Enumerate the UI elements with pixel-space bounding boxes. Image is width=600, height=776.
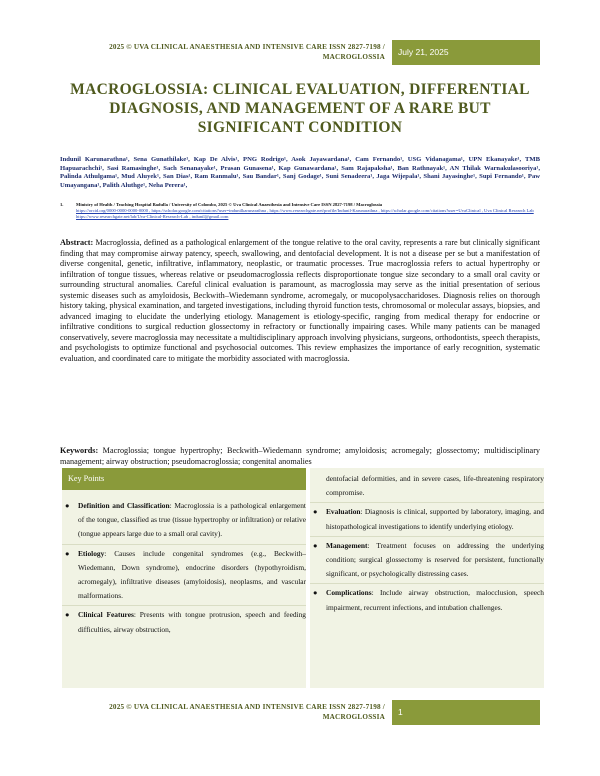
affiliation-text: Ministry of Health / Teaching Hospital Badulla / University of Colombo, 2025 © Uva Clinical Anaesthesia and Intensive Care ISSN 2827-7198 / Macroglossia <box>76 202 383 207</box>
publication-date: July 21, 2025 <box>392 40 540 65</box>
key-point-item <box>62 606 306 638</box>
bullet-icon: ● <box>65 610 70 620</box>
keywords-text: Macroglossia; tongue hypertrophy; Beckwith–Wiedemann syndrome; amyloidosis; acromegaly; glossectomy; multidisciplinary management; airway obstruction; pseudomacroglossia; congenital anomalies <box>60 446 541 466</box>
journal-header-text <box>60 42 385 62</box>
journal-topic: MACROGLOSSIA <box>322 713 385 721</box>
author-list: Indunil Karunarathna¹, Sena Gunathilake¹, Kap De Alvis¹, PNG Rodrigo¹, Asok Jayawardana¹, Cam Fernando¹, USG Vidanagama¹, UPN Ekanayake¹, TMB Hapuarachchi¹, Sasi Ramasinghe¹, Sach Senanayake¹, Prasan Gunasena¹, Kap Gunawardana¹, Sam Rajapaksha¹, Ban Rathnayak¹, AN Thilak Warnakulasooriya¹, Palinda Athulgama¹, Mud Aluyek¹, San Dias¹, Ram Ranmalu¹, Sau Bandar¹, Sanj Godage¹, Suni Senadeera¹, Jaga Wijepala¹, Shani Jayasinghe¹, Supi Fernando¹, Paw Umayangana¹, Palith Aluthge¹, Neha Perera¹, <box>60 156 540 189</box>
bullet-icon: ● <box>313 588 318 598</box>
key-point-text: : Causes include congenital syndromes (e.g., Beckwith–Wiedemann, Down syndrome), endocrine disorders (hypothyroidism, acromegaly), infiltrative diseases (amyloidosis), neoplasms, and vascular malformations. <box>78 548 306 601</box>
abstract <box>60 238 540 364</box>
page-footer <box>60 700 540 725</box>
key-point-item <box>62 545 306 607</box>
abstract-label: Abstract: <box>60 238 94 247</box>
key-point-continuation <box>310 470 544 503</box>
key-point-item <box>310 537 544 585</box>
key-point-term: Definition and Classification <box>78 501 170 510</box>
key-point-text: : Macroglossia is a pathological enlargement of the tongue, classified as true (tissue hypertrophy or infiltration) or relative (tongue appears large due to a small oral cavity). <box>78 501 306 539</box>
key-point-item <box>62 497 306 545</box>
affiliation-number: 1. <box>60 202 64 207</box>
key-point-item <box>310 503 544 536</box>
bullet-icon: ● <box>313 540 318 550</box>
key-points-heading: Key Points <box>62 468 306 490</box>
keywords <box>60 446 540 467</box>
key-point-text: : Include airway obstruction, malocclusion, speech impairment, recurrent infections, and intubation challenges. <box>326 588 544 612</box>
affiliation-links[interactable]: https://orcid.org/0000-0000-0000-0000 , https://scholar.google.com/citations?user=indunilkarunarathna , https://www.researchgate.net/profile/Indunil-Karunarathna , https://scholar.google.com/citations?user=UvaClinical , Uva Clinical Research Lab https://www.researchgate.net/lab/Uva-Clinical-Research-Lab , indunil@gmail.com <box>76 208 534 219</box>
key-point-item <box>310 584 544 616</box>
key-point-text: : Treatment focuses on addressing the underlying condition; surgical glossectomy is reserved for persistent, functionally significant, or psychologically distressing cases. <box>326 540 544 579</box>
affiliation <box>60 202 540 220</box>
bullet-icon: ● <box>65 548 70 558</box>
key-point-text: dentofacial deformities, and in severe cases, life-threatening respiratory compromise. <box>326 474 544 498</box>
bullet-icon: ● <box>313 507 318 517</box>
key-point-text: : Presents with tongue protrusion, speech and feeding difficulties, airway obstruction, <box>78 610 307 634</box>
journal-name: 2025 © UVA CLINICAL ANAESTHESIA AND INTENSIVE CARE ISSN 2827-7198 / <box>109 43 385 51</box>
key-point-term: Etiology <box>78 548 105 558</box>
keywords-label: Keywords: <box>60 446 99 455</box>
bullet-icon: ● <box>65 501 70 510</box>
key-point-term: Clinical Features <box>78 610 134 620</box>
paper-title: MACROGLOSSIA: CLINICAL EVALUATION, DIFFERENTIAL DIAGNOSIS, AND MANAGEMENT OF A RARE BUT SIGNIFICANT CONDITION <box>70 81 530 136</box>
abstract-text: Macroglossia, defined as a pathological enlargement of the tongue relative to the oral cavity, represents a rare but clinically significant finding that may compromise airway patency, speech, swallowing, and dentofacial development. It is not a disease per se but a manifestation of diverse congenital, genetic, infiltrative, inflammatory, neoplastic, or traumatic processes. True macroglossia refers to actual hypertrophy or infiltration of tongue tissues, whereas relative or pseudomacroglossia reflects disproportionate tongue size secondary to a small oral cavity or surrounding structural anomalies. Careful clinical evaluation is paramount, as macroglossia may serve as the initial presentation of serious systemic diseases such as amyloidosis, Beckwith–Wiedemann syndrome, acromegaly, or mucopolysaccharidoses. Diagnosis relies on thorough history taking, physical examination, and targeted investigations, including thyroid function tests, chromosomal or molecular assays, biopsies, and advanced imaging to elucidate the underlying etiology. Management is etiology-specific, ranging from medical therapy for endocrine or infiltrative conditions to surgical reduction glossectomy in refractory or functionally impairing cases. While many patients can be managed conservatively, severe macroglossia may necessitate a multidisciplinary approach involving physicians, surgeons, orthodontists, speech therapists, and psychologists to optimize functional and psychosocial outcomes. This review emphasizes the importance of early recognition, systematic evaluation, and coordinated care to mitigate the morbidity associated with macroglossia. <box>60 238 540 363</box>
key-point-term: Complications <box>326 588 372 598</box>
key-points-list-right <box>310 470 544 617</box>
key-points-list-left <box>62 497 306 639</box>
journal-topic: MACROGLOSSIA <box>322 53 385 61</box>
key-point-term: Management <box>326 540 368 550</box>
key-point-text: : Diagnosis is clinical, supported by laboratory, imaging, and histopathological investigations to identify underlying etiology. <box>326 507 544 531</box>
key-point-term: Evaluation <box>326 507 361 517</box>
journal-name: 2025 © UVA CLINICAL ANAESTHESIA AND INTENSIVE CARE ISSN 2827-7198 / <box>109 703 385 711</box>
page-number: 1 <box>392 700 540 725</box>
page-header <box>60 40 540 65</box>
journal-footer-text <box>60 702 385 722</box>
